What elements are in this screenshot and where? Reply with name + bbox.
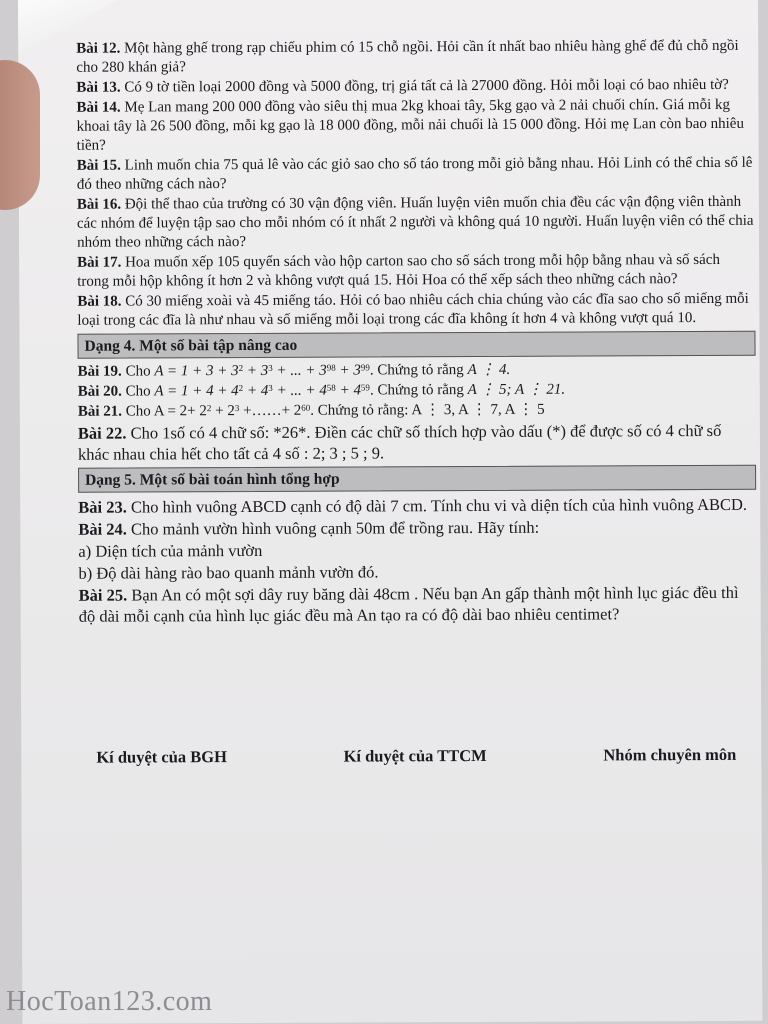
problem-text: Hoa muốn xếp 105 quyển sách vào hộp carton sao cho số sách trong mỗi hộp bằng nhau và số sách trong mỗi hộp không ít hơn 2 và không vượt quá 15. Hỏi Hoa có thể xếp sách theo những cách nào?	[77, 251, 720, 290]
problem-21	[78, 400, 756, 422]
exponent: 58	[326, 382, 336, 393]
exponent: 3	[268, 362, 273, 373]
problem-item	[77, 251, 755, 292]
problem-item	[77, 290, 755, 331]
formula: + 2	[211, 403, 235, 420]
problem-text: Cho 1số có 4 chữ số: *26*. Điền các chữ số thích hợp vào dấu (*) để được số có 4 chữ số khác nhau chia hết cho tất cả 4 số : 2; 3 ; 5 ; 9.	[77, 420, 722, 464]
problem-text: Bạn An có một sợi dây ruy băng dài 48cm . Nếu bạn An gấp thành một hình lục giác đều thì độ dài mỗi cạnh của hình lục giác đều mà An tạo ra có độ dài bao nhiêu centimet?	[78, 582, 739, 626]
problem-list-counting	[76, 37, 755, 331]
problem-number: Bài 23.	[78, 497, 127, 517]
problem-24b: b) Độ dài hàng rào bao quanh mảnh vườn đó.	[78, 562, 379, 583]
problem-22	[78, 420, 756, 465]
exponent: 99	[360, 362, 370, 373]
problem-text: . Chứng tỏ rằng	[369, 382, 468, 399]
formula: A = 1 + 3 + 3	[154, 363, 239, 380]
problem-number: Bài 18.	[77, 293, 122, 310]
finger	[0, 60, 40, 210]
formula: + ... + 4	[272, 382, 327, 399]
formula: A ⋮ 3, A ⋮ 7, A ⋮ 5	[411, 401, 545, 419]
problem-number: Bài 14.	[76, 99, 121, 116]
formula: A ⋮ 5; A ⋮ 21.	[467, 381, 566, 399]
problem-19	[78, 360, 756, 382]
section-heading-5: Dạng 5. Một số bài toán hình tổng hợp	[78, 465, 756, 493]
problem-number: Bài 12.	[76, 40, 121, 57]
problem-text: Cho hình vuông ABCD cạnh có độ dài 7 cm. Tính chu vi và diện tích của hình vuông ABCD.	[130, 494, 748, 517]
formula: A = 1 + 4 + 4	[154, 383, 239, 400]
exponent: 3	[234, 403, 240, 414]
problem-number: Bài 20.	[77, 383, 122, 400]
exponent: 2	[238, 383, 244, 394]
formula: + 3	[243, 362, 269, 380]
formula: + 3	[335, 362, 361, 379]
problem-text: Có 9 tờ tiền loại 2000 đồng và 5000 đồng, trị giá tất cả là 27000 đồng. Hỏi mỗi loại có bao nhiêu tờ?	[124, 76, 729, 96]
problem-24a: a) Diện tích của mảnh vườn	[78, 540, 263, 561]
problem-item	[76, 76, 754, 98]
watermark-logo: HocToan123.com	[6, 986, 213, 1017]
problem-text: Cho	[125, 383, 151, 400]
paper-sheet	[18, 0, 762, 1024]
exponent: 2	[206, 403, 212, 414]
problem-number: Bài 25.	[78, 585, 128, 605]
problem-23	[78, 494, 756, 518]
problem-text: Mẹ Lan mang 200 000 đồng vào siêu thị mua 2kg khoai tây, 5kg gạo và 2 nải chuối chín. Giá mỗi kg khoai tây là 26 500 đồng, mỗi kg gạo là 18 000 đồng, mỗi nải chuối là 15 000 đồng. Hỏi mẹ Lan còn bao nhiêu tiền?	[76, 96, 744, 154]
worksheet-content	[76, 37, 757, 628]
exponent: 2	[238, 363, 244, 374]
problem-number: Bài 24.	[78, 519, 127, 539]
problem-25	[79, 582, 757, 627]
problem-20	[78, 380, 756, 402]
problem-text: Một hàng ghế trong rạp chiếu phim có 15 chỗ ngồi. Hỏi cần ít nhất bao nhiêu hàng ghế để đủ chỗ ngồi cho 280 khán giả?	[76, 37, 739, 76]
formula: + 4	[335, 382, 361, 399]
exponent: 3	[268, 382, 273, 393]
problem-text: Có 30 miếng xoài và 45 miếng táo. Hỏi có bao nhiêu cách chia chúng vào các đĩa sao cho số miếng mỗi loại trong các đĩa là như nhau và số miếng mỗi loại trong các đĩa không ít hơn 4 và không vượt quá 10.	[77, 290, 749, 329]
problem-text: Cho mảnh vườn hình vuông cạnh 50m để trồng rau. Hãy tính:	[130, 517, 540, 539]
signature-bgh: Kí duyệt của BGH	[96, 747, 227, 767]
problem-text: Cho	[125, 363, 151, 380]
problem-item	[77, 154, 755, 195]
formula: + 4	[243, 382, 269, 400]
section-heading-4: Dạng 4. Một số bài tập nâng cao	[77, 331, 755, 359]
exponent: 60	[301, 402, 311, 413]
problem-number: Bài 17.	[77, 254, 122, 271]
problem-number: Bài 19.	[77, 363, 122, 380]
formula: + ... + 3	[272, 362, 327, 379]
signature-ttcm: Kí duyệt của TTCM	[343, 745, 487, 766]
problem-text: . Chứng tỏ rằng	[369, 362, 468, 379]
problem-number: Bài 21.	[77, 403, 123, 420]
problem-text: . Chứng tỏ rằng:	[310, 402, 412, 419]
problem-item	[77, 193, 755, 253]
signature-group: Nhóm chuyên môn	[603, 744, 737, 765]
problem-number: Bài 22.	[77, 423, 127, 443]
problem-number: Bài 15.	[76, 157, 121, 174]
problem-item	[76, 96, 754, 156]
formula: A = 2+ 2	[153, 403, 207, 420]
problem-text: Cho	[125, 403, 151, 420]
signature-row	[96, 745, 736, 768]
exponent: 98	[326, 362, 336, 373]
problem-text: Linh muốn chia 75 quả lê vào các giỏ sao cho số táo trong mỗi giỏ bằng nhau. Hỏi Linh có thể chia số lê đó theo những cách nào?	[76, 154, 753, 193]
exponent: 59	[360, 382, 370, 393]
problem-24	[78, 516, 756, 540]
problem-item	[76, 37, 754, 78]
formula: +……+ 2	[239, 402, 302, 420]
problem-text: Đội thể thao của trường có 30 vận động viên. Huấn luyện viên muốn chia đều các vận động viên thành các nhóm để luyện tập sao cho mỗi nhóm có ít nhất 2 người và không quá 10 người. Huấn luyện viên có thể chia nhóm theo những cách nào?	[76, 193, 754, 251]
problem-number: Bài 13.	[76, 79, 121, 96]
problem-number: Bài 16.	[76, 196, 122, 213]
formula: A ⋮ 4.	[467, 361, 511, 379]
